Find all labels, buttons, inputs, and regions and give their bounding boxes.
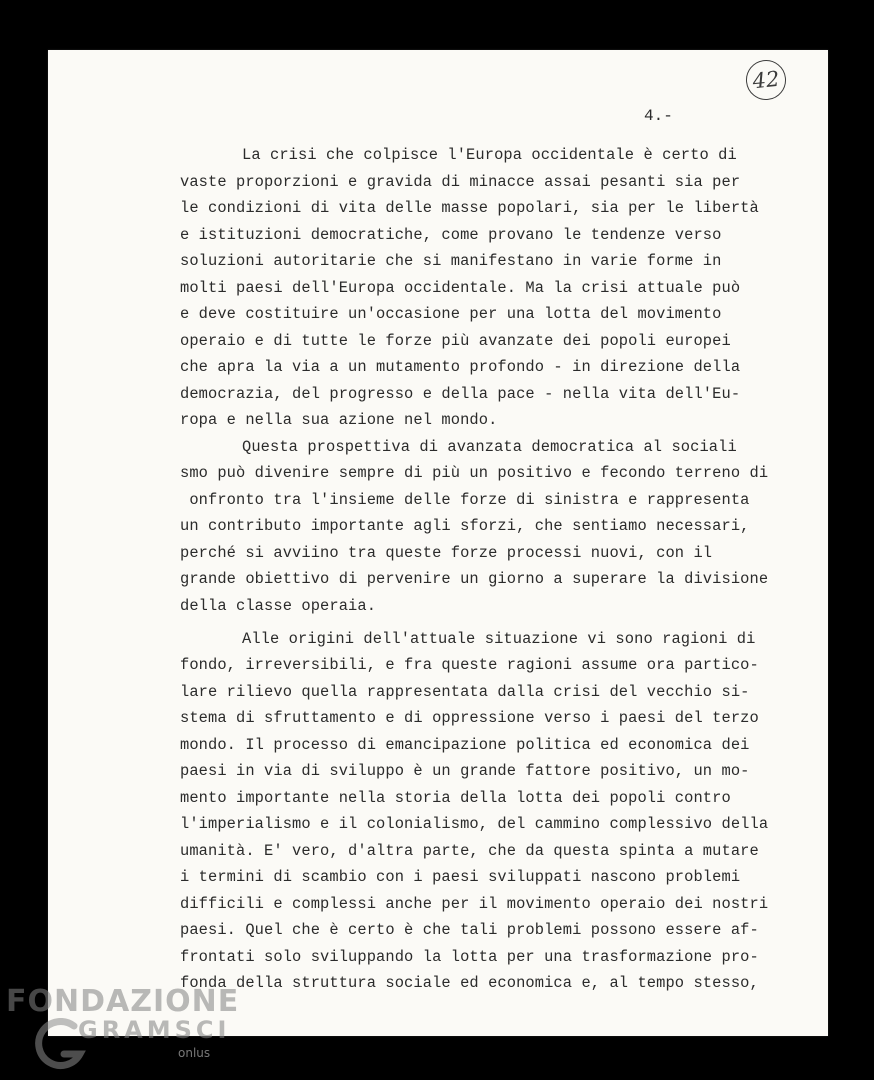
text-line: ropa e nella sua azione nel mondo. [180,411,498,429]
text-line: Alle origini dell'attuale situazione vi sono ragioni di [242,630,756,648]
logo-text-fondazione: FONDAZIONE [6,984,240,1019]
text-line: mento importante nella storia della lotta dei popoli contro [180,789,731,807]
text-line: smo può divenire sempre di più un positivo e fecondo terreno di [180,464,769,482]
text-line: soluzioni autoritarie che si manifestano in varie forme in [180,252,722,270]
text-line: democrazia, del progresso e della pace - nella vita dell'Eu- [180,385,741,403]
typewritten-page [48,50,828,1036]
text-line: e deve costituire un'occasione per una lotta del movimento [180,305,722,323]
logo-text-onlus: onlus [178,1046,211,1060]
archive-page-number-circled: 42 [744,58,788,102]
text-line: grande obiettivo di pervenire un giorno a superare la divisione [180,570,769,588]
text-line: paesi. Quel che è certo è che tali problemi possono essere af- [180,921,759,939]
fondazione-gramsci-logo [4,982,240,1080]
text-line: l'imperialismo e il colonialismo, del cammino complessivo della [180,815,769,833]
text-line: perché si avviino tra queste forze processi nuovi, con il [180,544,713,562]
text-line: le condizioni di vita delle masse popolari, sia per le libertà [180,199,759,217]
text-line: frontati solo sviluppando la lotta per una trasformazione pro- [180,948,759,966]
text-line: della classe operaia. [180,597,377,615]
text-line: fonda della struttura sociale ed economica e, al tempo stesso, [180,974,759,992]
text-line: vaste proporzioni e gravida di minacce assai pesanti sia per [180,173,741,191]
text-line: stema di sfruttamento e di oppressione verso i paesi del terzo [180,709,759,727]
logo-text-gramsci: GRAMSCI [78,1016,231,1044]
text-line: e istituzioni democratiche, come provano le tendenze verso [180,226,722,244]
text-line: onfronto tra l'insieme delle forze di sinistra e rappresenta [180,491,750,509]
text-line: fondo, irreversibili, e fra queste ragioni assume ora partico- [180,656,759,674]
text-line: i termini di scambio con i paesi sviluppati nascono problemi [180,868,741,886]
text-line: mondo. Il processo di emancipazione politica ed economica dei [180,736,750,754]
text-line: lare rilievo quella rappresentata dalla crisi del vecchio si- [180,683,750,701]
text-line: umanità. E' vero, d'altra parte, che da questa spinta a mutare [180,842,759,860]
text-line: operaio e di tutte le forze più avanzate dei popoli europei [180,332,731,350]
text-line: Questa prospettiva di avanzata democratica al sociali [242,438,737,456]
text-line: un contributo importante agli sforzi, che sentiamo necessari, [180,517,750,535]
text-line: difficili e complessi anche per il movimento operaio dei nostri [180,895,769,913]
text-line: La crisi che colpisce l'Europa occidentale è certo di [242,146,737,164]
page-number: 4.- [644,107,673,125]
text-line: molti paesi dell'Europa occidentale. Ma la crisi attuale può [180,279,741,297]
text-line: che apra la via a un mutamento profondo - in direzione della [180,358,741,376]
text-line: paesi in via di sviluppo è un grande fattore positivo, un mo- [180,762,750,780]
